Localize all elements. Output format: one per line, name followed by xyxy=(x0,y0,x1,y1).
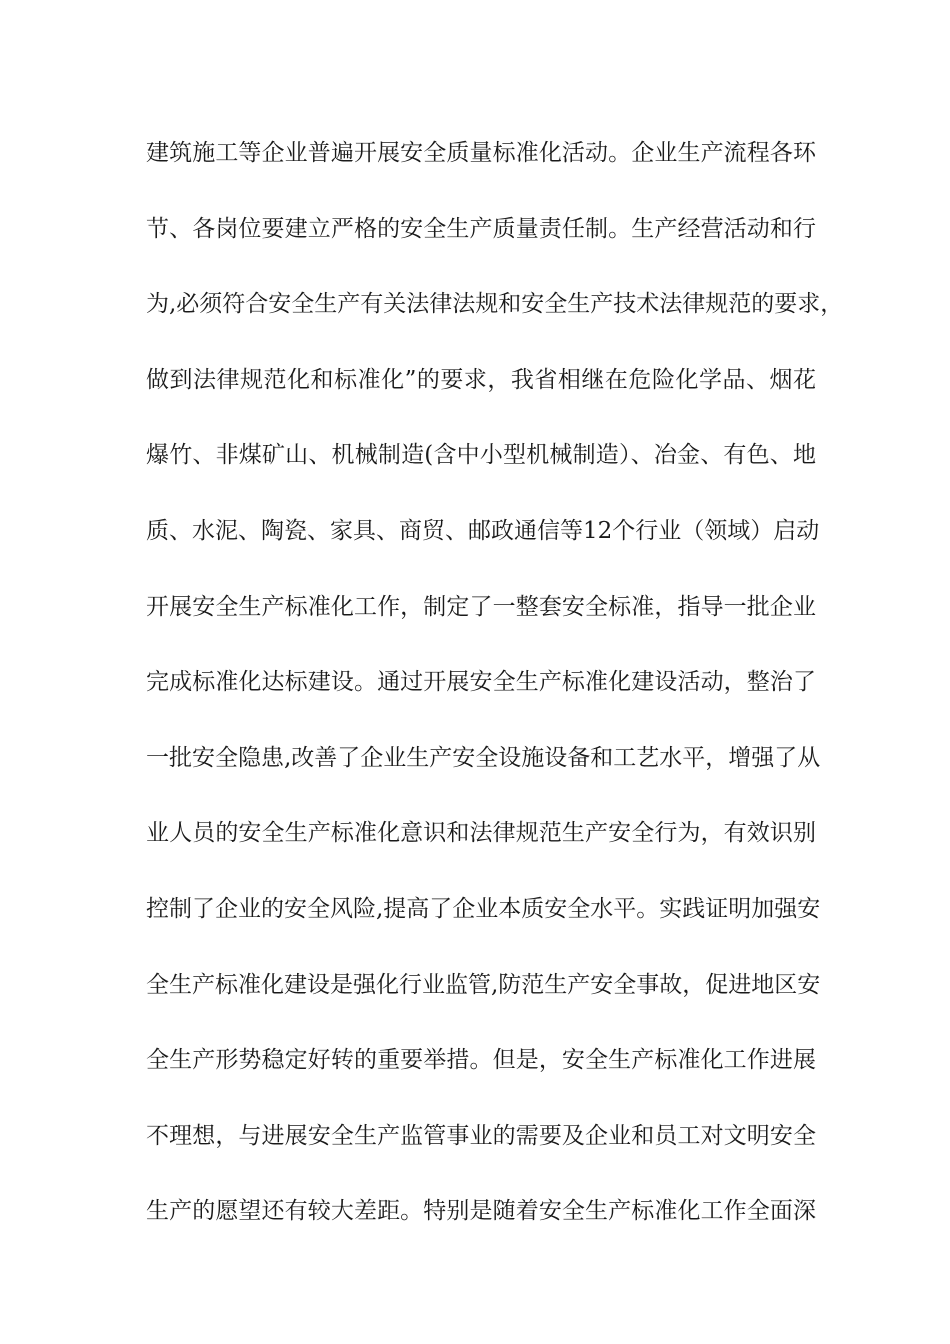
text-line: 开展安全生产标准化工作，制定了一整套安全标准，指导一批企业 xyxy=(146,593,816,620)
text-line: 做到法律规范化和标准化”的要求，我省相继在危险化学品、烟花 xyxy=(146,366,816,393)
text-line: 完成标准化达标建设。通过开展安全生产标准化建设活动，整治了 xyxy=(146,669,816,696)
text-line: 不理想，与进展安全生产监管事业的需要及企业和员工对文明安全 xyxy=(146,1122,816,1149)
text-line: 节、各岗位要建立严格的安全生产质量责任制。生产经营活动和行 xyxy=(146,215,816,242)
text-line: 全生产标准化建设是强化行业监管,防范生产安全事故，促进地区安 xyxy=(146,971,821,998)
text-line: 为,必须符合安全生产有关法律法规和安全生产技术法律规范的要求， xyxy=(146,291,844,318)
text-line: 爆竹、非煤矿山、机械制造(含中小型机械制造）、冶金、有色、地 xyxy=(146,442,816,469)
body-text xyxy=(146,133,844,1267)
text-line: 全生产形势稳定好转的重要举措。但是，安全生产标准化工作进展 xyxy=(146,1047,816,1074)
text-line: 一批安全隐患,改善了企业生产安全设施设备和工艺水平，增强了从 xyxy=(146,744,821,771)
text-line: 业人员的安全生产标准化意识和法律规范生产安全行为，有效识别 xyxy=(146,820,816,847)
text-line: 控制了企业的安全风险,提高了企业本质安全水平。实践证明加强安 xyxy=(146,895,821,922)
text-line: 建筑施工等企业普遍开展安全质量标准化活动。企业生产流程各环 xyxy=(146,140,816,166)
text-line: 生产的愿望还有较大差距。特别是随着安全生产标准化工作全面深 xyxy=(146,1198,816,1225)
text-line: 质、水泥、陶瓷、家具、商贸、邮政通信等12个行业（领域）启动 xyxy=(146,517,820,544)
